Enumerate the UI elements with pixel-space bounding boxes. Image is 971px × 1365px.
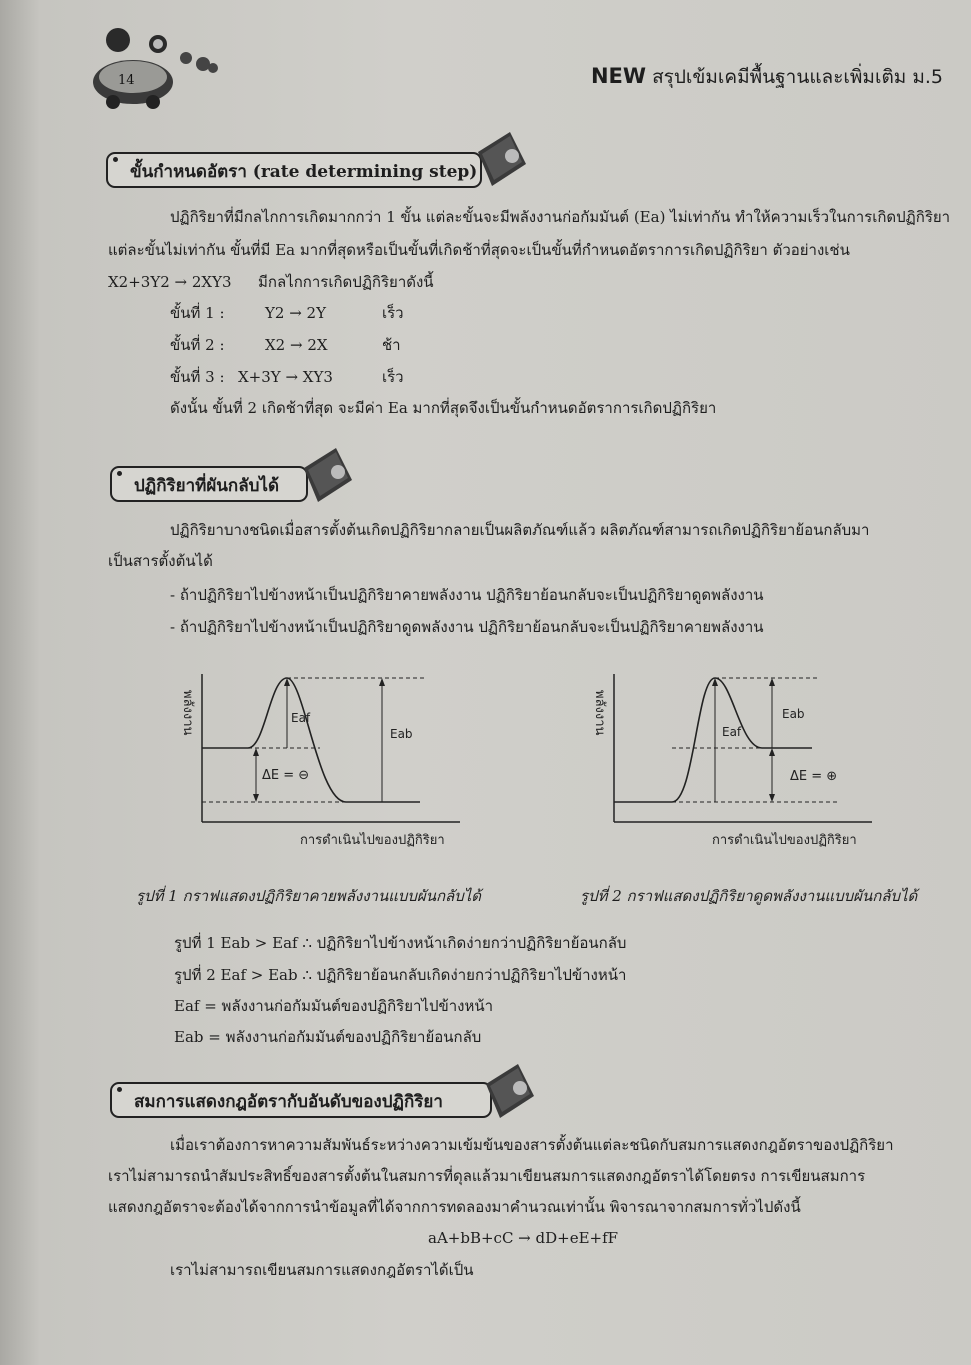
s2-bullet1: - ถ้าปฏิกิริยาไปข้างหน้าเป็นปฏิกิริยาคายพลังงาน ปฏิกิริยาย้อนกลับจะเป็นปฏิกิริยาดูดพลังงาน [170,586,764,604]
y-axis-label: พลังงาน [180,690,195,736]
graph-endothermic [582,660,882,860]
step2-label: ขั้นที่ 2 : [170,336,225,354]
s1-reaction: X2+3Y2 → 2XY3 [108,273,232,291]
label-eab: Eab [782,707,805,721]
general-equation: aA+bB+cC → dD+eE+fF [428,1229,619,1247]
section-heading-rate-law [110,1082,492,1118]
graph2-caption: รูปที่ 2 กราฟแสดงปฏิกิริยาดูดพลังงานแบบผันกลับได้ [580,887,918,905]
s3-para-line2: เราไม่สามารถนำสัมประสิทธิ์ของสารตั้งต้นในสมการที่ดุลแล้วมาเขียนสมการแสดงกฎอัตราได้โดยตรง การเขียนสมการ [108,1167,866,1185]
note-eab: Eab = พลังงานก่อกัมมันต์ของปฏิกิริยาย้อนกลับ [174,1028,482,1046]
brand-new: NEW [590,64,647,88]
s3-last-line: เราไม่สามารถเขียนสมการแสดงกฎอัตราได้เป็น [170,1261,474,1279]
s1-para-line1: ปฏิกิริยาที่มีกลไกการเกิดมากกว่า 1 ขั้น แต่ละขั้นจะมีพลังงานก่อกัมมันต์ (Ea) ไม่เท่ากัน ทำให้ความเร็วในการเกิดปฏิกิริยา [170,208,951,226]
page-number: 14 [118,73,135,88]
book-icon [478,1060,538,1122]
step2-eq: X2 → 2X [265,336,328,354]
y-axis-label: พลังงาน [592,690,607,736]
step1-speed: เร็ว [382,304,404,322]
label-delta-e: ΔE = ⊖ [262,768,310,783]
book-title: สรุปเข้มเคมีพื้นฐานและเพิ่มเติม ม.5 [652,66,943,88]
s3-para-line3: แสดงกฎอัตราจะต้องได้จากการนำข้อมูลที่ได้จากการทดลองมาคำนวณเท่านั้น พิจารณาจากสมการทั่วไปดังนี้ [108,1198,801,1216]
label-eaf: Eaf [722,725,742,739]
section-heading-rate-determining [106,152,482,188]
bullet-dot [117,1087,122,1092]
x-axis-label: การดำเนินไปของปฏิกิริยา [300,833,445,848]
section-heading-reversible [110,466,308,502]
s2-para-line1: ปฏิกิริยาบางชนิดเมื่อสารตั้งต้นเกิดปฏิกิริยากลายเป็นผลิตภัณฑ์แล้ว ผลิตภัณฑ์สามารถเกิดปฏิกิริยาย้อนกลับมา [170,521,870,539]
label-eab: Eab [390,727,413,741]
step3-label: ขั้นที่ 3 : [170,368,225,386]
book-icon [296,444,356,506]
header-title [591,62,943,92]
bullet-dot [117,471,122,476]
graph1-caption: รูปที่ 1 กราฟแสดงปฏิกิริยาคายพลังงานแบบผันกลับได้ [136,887,482,905]
note-fig2: รูปที่ 2 Eaf > Eab ∴ ปฏิกิริยาย้อนกลับเกิดง่ายกว่าปฏิกิริยาไปข้างหน้า [174,966,627,984]
s1-reaction-note: มีกลไกการเกิดปฏิกิริยาดังนี้ [258,273,434,291]
x-axis-label: การดำเนินไปของปฏิกิริยา [712,833,857,848]
step3-eq: X+3Y → XY3 [238,368,333,386]
energy-curve [614,678,812,802]
book-icon [470,128,530,190]
label-eaf: Eaf [291,711,311,725]
heading-text: สมการแสดงกฎอัตรากับอันดับของปฏิกิริยา [134,1092,443,1112]
s1-conclusion: ดังนั้น ขั้นที่ 2 เกิดช้าที่สุด จะมีค่า Ea มากที่สุดจึงเป็นขั้นกำหนดอัตราการเกิดปฏิกิริยา [170,399,717,417]
s2-para-line2: เป็นสารตั้งต้นได้ [108,552,213,570]
heading-text: ปฏิกิริยาที่ผันกลับได้ [134,476,280,496]
graph-exothermic [170,660,470,860]
step1-label: ขั้นที่ 1 : [170,304,225,322]
s3-para-line1: เมื่อเราต้องการหาความสัมพันธ์ระหว่างความเข้มข้นของสารตั้งต้นแต่ละชนิดกับสมการแสดงกฎอัตราของปฏิกิริยา [170,1136,894,1154]
s2-bullet2: - ถ้าปฏิกิริยาไปข้างหน้าเป็นปฏิกิริยาดูดพลังงาน ปฏิกิริยาย้อนกลับจะเป็นปฏิกิริยาคายพลังงาน [170,618,764,636]
mascot-logo [88,22,228,112]
s1-para-line2: แต่ละขั้นไม่เท่ากัน ขั้นที่มี Ea มากที่สุดหรือเป็นขั้นที่เกิดช้าที่สุดจะเป็นขั้นที่กำหนดอัตราการเกิดปฏิกิริยา ตัวอย่างเช่น [108,241,850,259]
step1-eq: Y2 → 2Y [265,304,326,322]
heading-text: ขั้นกำหนดอัตรา (rate determining step) [130,162,478,182]
step2-speed: ช้า [382,336,401,354]
energy-curve [202,678,420,802]
note-fig1: รูปที่ 1 Eab > Eaf ∴ ปฏิกิริยาไปข้างหน้าเกิดง่ายกว่าปฏิกิริยาย้อนกลับ [174,934,627,952]
label-delta-e: ΔE = ⊕ [790,769,838,784]
step3-speed: เร็ว [382,368,404,386]
bullet-dot [113,157,118,162]
note-eaf: Eaf = พลังงานก่อกัมมันต์ของปฏิกิริยาไปข้างหน้า [174,997,494,1015]
